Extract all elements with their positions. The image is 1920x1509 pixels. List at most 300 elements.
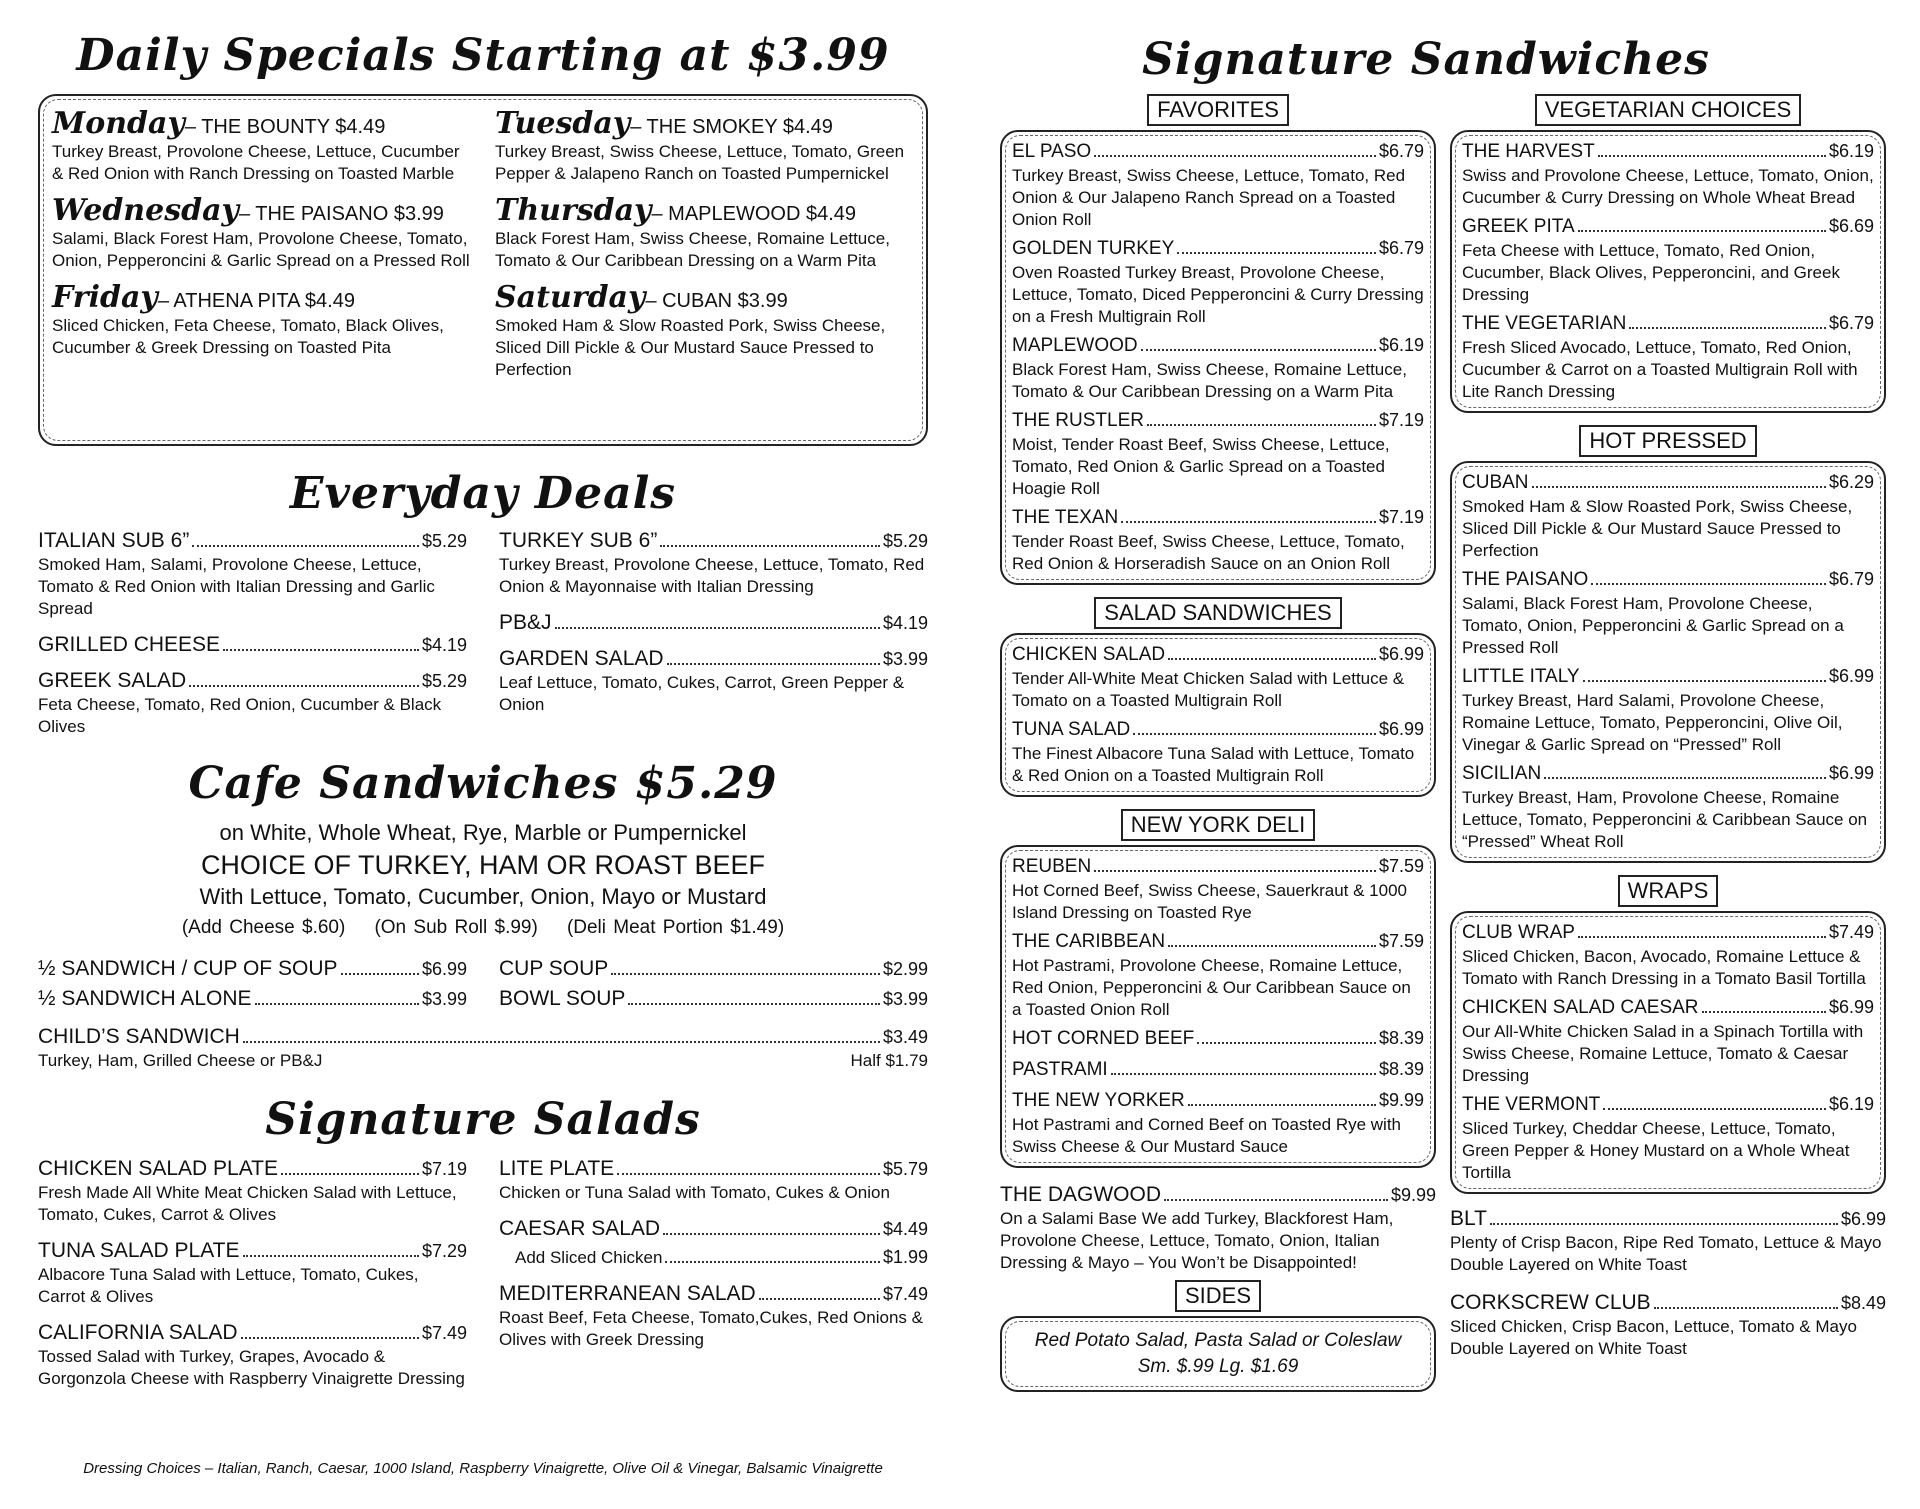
dressing-choices: Dressing Choices – Italian, Ranch, Caesar, 1000 Island, Raspberry Vinaigrette, Olive Oil & Vinegar, Balsamic Vinaigrette (83, 1460, 883, 1477)
cafe-info (38, 818, 928, 944)
child-sandwich (38, 1024, 928, 1072)
item-name: THE NEW YORKER (1012, 1090, 1185, 1111)
menu-item (38, 632, 467, 658)
item-name: Add Sliced Chicken (515, 1248, 663, 1267)
cafe-sandwiches-title: Cafe Sandwiches $5.29 (188, 758, 778, 809)
dot-leader (759, 1298, 880, 1300)
daily-specials-box (38, 94, 928, 446)
cafe-combos (38, 956, 928, 1016)
section-label-wrap (1450, 875, 1886, 907)
item-price: $6.99 (1378, 719, 1424, 739)
dot-leader (665, 1261, 880, 1263)
item-name: THE TEXAN (1012, 507, 1119, 528)
menu-item-small (1012, 504, 1424, 575)
item-price: $9.99 (1378, 1090, 1424, 1110)
item-row (1012, 1025, 1424, 1052)
item-row (1462, 1091, 1874, 1118)
item-row (1462, 213, 1874, 240)
cafe-bread-choices: on White, Whole Wheat, Rye, Marble or Pumpernickel (219, 820, 747, 845)
item-name: CUBAN (1462, 472, 1529, 493)
item-desc: Swiss and Provolone Cheese, Lettuce, Tomato, Onion, Cucumber & Curry Dressing on Whole Wheat Bread (1462, 166, 1874, 207)
item-row (38, 528, 467, 554)
item-name: TUNA SALAD PLATE (38, 1239, 240, 1262)
dot-leader (255, 1003, 419, 1005)
dot-leader (1197, 1042, 1376, 1044)
menu-item (499, 610, 928, 636)
daily-special (52, 280, 473, 381)
item-row (38, 1320, 467, 1346)
item-row (499, 646, 928, 672)
day-name: Thursday (495, 193, 652, 228)
dot-leader (243, 1255, 419, 1257)
signature-col-left (1000, 94, 1436, 1392)
menu-item-small (1462, 138, 1874, 209)
item-price: $4.19 (882, 613, 928, 633)
item-desc: Hot Pastrami, Provolone Cheese, Romaine Lettuce, Red Onion, Pepperoncini & Our Caribbean Sauce on a Toasted Onion Roll (1012, 956, 1411, 1019)
item-price: $6.99 (1828, 666, 1874, 686)
item-price: $6.99 (1828, 997, 1874, 1017)
dot-leader (1168, 945, 1376, 947)
cafe-toppings: With Lettuce, Tomato, Cucumber, Onion, Mayo or Mustard (199, 884, 767, 909)
menu-item (499, 528, 928, 598)
item-name: GREEK PITA (1462, 216, 1575, 237)
item-price: $6.99 (1378, 644, 1424, 664)
item-desc: Black Forest Ham, Swiss Cheese, Romaine Lettuce, Tomato & Our Caribbean Dressing on a Warm Pita (1012, 360, 1407, 401)
right-page (1000, 0, 1892, 1392)
signature-col-right (1450, 94, 1886, 1392)
item-row (1012, 716, 1424, 743)
item-row (1012, 1056, 1424, 1083)
signature-salads (38, 1156, 928, 1402)
item-row (1462, 760, 1874, 787)
item-desc: Albacore Tuna Salad with Lettuce, Tomato, Cukes, Carrot & Olives (38, 1265, 419, 1306)
item-price: $6.19 (1828, 1094, 1874, 1114)
item-name: TUNA SALAD (1012, 719, 1131, 740)
dot-leader (667, 663, 880, 665)
item-desc: Hot Corned Beef, Swiss Cheese, Sauerkraut & 1000 Island Dressing on Toasted Rye (1012, 881, 1407, 922)
dot-leader (1164, 1199, 1388, 1201)
daily-special-heading (52, 193, 473, 228)
menu-item-small (1012, 1025, 1424, 1052)
item-name: THE CARIBBEAN (1012, 931, 1166, 952)
item-row (1462, 919, 1874, 946)
item-price: $6.79 (1378, 238, 1424, 258)
item-price: $6.99 (1840, 1209, 1886, 1229)
menu-item (38, 1320, 467, 1390)
section-label-wrap (1000, 1280, 1436, 1312)
dot-leader (1121, 521, 1376, 523)
daily-special-heading (52, 106, 473, 141)
item-row (1450, 1206, 1886, 1232)
dot-leader (1702, 1011, 1826, 1013)
menu-item-small (1462, 1091, 1874, 1184)
item-name: GOLDEN TURKEY (1012, 238, 1175, 259)
item-name: ½ SANDWICH / CUP OF SOUP (38, 957, 338, 980)
section-label-wrap (1000, 597, 1436, 629)
item-name: THE VEGETARIAN (1462, 313, 1627, 334)
item-desc: Chicken or Tuna Salad with Tomato, Cukes & Onion (499, 1183, 890, 1202)
item-desc: Hot Pastrami and Corned Beef on Toasted Rye with Swiss Cheese & Our Mustard Sauce (1012, 1115, 1402, 1156)
dot-leader (341, 973, 419, 975)
addon-cheese: (Add Cheese $.60) (181, 917, 346, 938)
menu-item (38, 956, 467, 982)
item-name: THE PAISANO (1462, 569, 1589, 590)
item-price: $1.99 (882, 1247, 928, 1267)
item-name: LITTLE ITALY (1462, 666, 1580, 687)
item-price: $5.29 (882, 531, 928, 551)
special-name: – CUBAN $3.99 (645, 290, 788, 312)
day-name: Saturday (495, 280, 646, 315)
menu-item-small (1462, 469, 1874, 562)
day-name: Tuesday (495, 106, 631, 141)
section-sides (1000, 1280, 1436, 1392)
section-label: NEW YORK DELI (1121, 809, 1315, 841)
section-label: HOT PRESSED (1579, 425, 1756, 457)
menu-item-small (1462, 566, 1874, 659)
sides-options: Red Potato Salad, Pasta Salad or Coleslaw (1034, 1330, 1402, 1351)
section-label-wrap (1000, 94, 1436, 126)
everyday-deals (38, 528, 928, 750)
item-row (38, 1238, 467, 1264)
item-price: $9.99 (1390, 1185, 1436, 1205)
item-desc: Smoked Ham, Salami, Provolone Cheese, Lettuce, Tomato & Red Onion with Italian Dressing and Garlic Spread (38, 555, 435, 618)
item-price: $5.29 (421, 671, 467, 691)
dot-leader (1591, 583, 1826, 585)
special-desc: Sliced Chicken, Feta Cheese, Tomato, Black Olives, Cucumber & Greek Dressing on Toasted Pita (52, 316, 444, 357)
salads-left (38, 1156, 467, 1402)
item-row (1012, 138, 1424, 165)
signature-columns (1000, 94, 1892, 1392)
item-row (1012, 853, 1424, 880)
item-row (499, 1156, 928, 1182)
menu-item (1000, 1180, 1436, 1274)
item-price: $5.29 (421, 531, 467, 551)
menu-item-small (1462, 310, 1874, 403)
special-desc: Salami, Black Forest Ham, Provolone Cheese, Tomato, Onion, Pepperoncini & Garlic Spread on a Pressed Roll (52, 229, 470, 270)
dot-leader (189, 685, 419, 687)
item-row (1462, 566, 1874, 593)
item-price: $6.99 (421, 959, 467, 979)
item-price: $7.19 (1378, 410, 1424, 430)
menu-item-small (1012, 1087, 1424, 1158)
item-name: REUBEN (1012, 856, 1092, 877)
cafe-addons (38, 912, 928, 944)
item-name: CALIFORNIA SALAD (38, 1321, 238, 1344)
item-desc: Plenty of Crisp Bacon, Ripe Red Tomato, Lettuce & Mayo Double Layered on White Toast (1450, 1233, 1882, 1274)
item-name: ½ SANDWICH ALONE (38, 987, 252, 1010)
item-price: $8.39 (1378, 1028, 1424, 1048)
daily-special-heading (52, 280, 473, 315)
section-box (1000, 1316, 1436, 1392)
item-row (1462, 310, 1874, 337)
dot-leader (1111, 1073, 1376, 1075)
everyday-deals-title: Everyday Deals (289, 468, 677, 519)
daily-special (52, 106, 473, 185)
item-price: $7.19 (1378, 507, 1424, 527)
menu-item-small (1462, 919, 1874, 990)
menu-item (499, 646, 928, 716)
day-name: Wednesday (52, 193, 239, 228)
daily-special-heading (495, 106, 916, 141)
item-desc: On a Salami Base We add Turkey, Blackforest Ham, Provolone Cheese, Lettuce, Tomato, Onion, Italian Dressing & Mayo – You Won’t be Disappointed! (1000, 1209, 1394, 1272)
dot-leader (617, 1173, 880, 1175)
dot-leader (192, 545, 419, 547)
item-row (1012, 332, 1424, 359)
menu-item-small (1012, 332, 1424, 403)
item-price: $6.19 (1378, 335, 1424, 355)
item-row (1012, 1087, 1424, 1114)
section-box (1450, 461, 1886, 863)
menu-item-small (1012, 716, 1424, 787)
item-price: $6.79 (1828, 313, 1874, 333)
dot-leader (1654, 1307, 1838, 1309)
item-desc: Leaf Lettuce, Tomato, Cukes, Carrot, Green Pepper & Onion (499, 673, 905, 714)
dot-leader (1578, 230, 1826, 232)
item-price: $6.79 (1378, 141, 1424, 161)
special-desc: Turkey Breast, Provolone Cheese, Lettuce, Cucumber & Red Onion with Ranch Dressing on Toasted Marble (52, 142, 460, 183)
dot-leader (1188, 1104, 1376, 1106)
item-name: THE VERMONT (1462, 1094, 1601, 1115)
dot-leader (1147, 424, 1376, 426)
dot-leader (1629, 327, 1826, 329)
item-row (1462, 994, 1874, 1021)
item-price: $2.99 (882, 959, 928, 979)
item-row (1000, 1182, 1436, 1208)
item-price: $6.19 (1828, 141, 1874, 161)
menu-item (499, 1156, 928, 1204)
dot-leader (1598, 155, 1826, 157)
item-row (1462, 663, 1874, 690)
menu-item (499, 1281, 928, 1351)
menu-item-small (1012, 853, 1424, 924)
dot-leader (1603, 1108, 1826, 1110)
dot-leader (281, 1173, 419, 1175)
item-desc: Turkey Breast, Hard Salami, Provolone Cheese, Romaine Lettuce, Tomato, Pepperoncini, Olive Oil, Vinegar & Garlic Spread on “Pressed” Roll (1462, 691, 1843, 754)
item-row (499, 1216, 928, 1242)
special-name: – THE BOUNTY $4.49 (184, 116, 386, 138)
item-desc: Turkey Breast, Swiss Cheese, Lettuce, Tomato, Red Onion & Our Jalapeno Ranch Spread on a Toasted Onion Roll (1012, 166, 1406, 229)
item-row (499, 956, 928, 982)
menu-item (499, 1244, 928, 1271)
item-desc: Salami, Black Forest Ham, Provolone Cheese, Tomato, Onion, Pepperoncini & Garlic Spread on a Pressed Roll (1462, 594, 1844, 657)
dot-leader (1094, 155, 1376, 157)
item-name: GREEK SALAD (38, 669, 187, 692)
item-desc: Tossed Salad with Turkey, Grapes, Avocado & Gorgonzola Cheese with Raspberry Vinaigrette Dressing (38, 1347, 465, 1388)
section-label-wrap (1450, 425, 1886, 457)
section-favorites (1000, 94, 1436, 585)
dot-leader (1133, 733, 1376, 735)
menu-item-small (1012, 407, 1424, 500)
item-row (499, 1281, 928, 1307)
item-desc: Moist, Tender Roast Beef, Swiss Cheese, Lettuce, Tomato, Red Onion & Garlic Spread on a Toasted Hoagie Roll (1012, 435, 1390, 498)
item-name: LITE PLATE (499, 1157, 615, 1180)
item-name: HOT CORNED BEEF (1012, 1028, 1195, 1049)
menu-item (499, 986, 928, 1012)
item-price: $7.49 (1828, 922, 1874, 942)
item-price: $4.19 (421, 635, 467, 655)
dot-leader (241, 1337, 419, 1339)
section-hot_pressed (1450, 425, 1886, 863)
item-name: ITALIAN SUB 6” (38, 529, 190, 552)
daily-special (495, 193, 916, 272)
item-price: $6.69 (1828, 216, 1874, 236)
item-price: $6.99 (1828, 763, 1874, 783)
addon-deli-meat: (Deli Meat Portion $1.49) (566, 917, 785, 938)
section-vegetarian (1450, 94, 1886, 413)
salads-right (499, 1156, 928, 1402)
menu-item-small (1012, 641, 1424, 712)
item-row (38, 668, 467, 694)
section-box (1000, 633, 1436, 797)
item-row (499, 986, 928, 1012)
daily-specials-title: Daily Specials Starting at $3.99 (76, 30, 890, 81)
special-name: – THE PAISANO $3.99 (238, 203, 444, 225)
dot-leader (1177, 252, 1376, 254)
item-desc: Roast Beef, Feta Cheese, Tomato,Cukes, Red Onions & Olives with Greek Dressing (499, 1308, 923, 1349)
menu-item-small (1462, 760, 1874, 853)
special-desc: Turkey Breast, Swiss Cheese, Lettuce, Tomato, Green Pepper & Jalapeno Ranch on Toasted Pumpernickel (495, 142, 905, 183)
cafe-combos-left (38, 956, 467, 1016)
item-price: $8.39 (1378, 1059, 1424, 1079)
item-desc: Tender Roast Beef, Swiss Cheese, Lettuce, Tomato, Red Onion & Horseradish Sauce on an Onion Roll (1012, 532, 1405, 573)
item-desc: Tender All-White Meat Chicken Salad with Lettuce & Tomato on a Toasted Multigrain Roll (1012, 669, 1405, 710)
left-page (38, 0, 928, 1477)
item-name: BLT (1450, 1207, 1487, 1230)
item-name: THE HARVEST (1462, 141, 1595, 162)
item-desc: Feta Cheese with Lettuce, Tomato, Red Onion, Cucumber, Black Olives, Pepperoncini, and Greek Dressing (1462, 241, 1840, 304)
section-ny_deli (1000, 809, 1436, 1168)
item-name: EL PASO (1012, 141, 1092, 162)
item-price: $3.99 (882, 989, 928, 1009)
signature-salads-title: Signature Salads (265, 1094, 701, 1145)
menu-item-small (1012, 1056, 1424, 1083)
item-price: $3.99 (882, 649, 928, 669)
day-name: Monday (52, 106, 185, 141)
dot-leader (628, 1003, 880, 1005)
section-label-wrap (1450, 94, 1886, 126)
item-row (38, 632, 467, 658)
item-desc: Feta Cheese, Tomato, Red Onion, Cucumber & Black Olives (38, 695, 442, 736)
menu-item-small (1012, 138, 1424, 231)
item-row (1012, 641, 1424, 668)
menu-item (38, 986, 467, 1012)
special-desc: Black Forest Ham, Swiss Cheese, Romaine Lettuce, Tomato & Our Caribbean Dressing on a Warm Pita (495, 229, 890, 270)
item-price: $3.49 (882, 1027, 928, 1047)
section-box (1000, 130, 1436, 585)
section-label: WRAPS (1618, 875, 1719, 907)
item-price: $7.59 (1378, 931, 1424, 951)
item-name: THE DAGWOOD (1000, 1183, 1161, 1206)
item-desc: Our All-White Chicken Salad in a Spinach Tortilla with Swiss Cheese, Romaine Lettuce, Tomato & Caesar Dressing (1462, 1022, 1864, 1085)
item-desc: The Finest Albacore Tuna Salad with Lettuce, Tomato & Red Onion on a Toasted Multigrain Roll (1012, 744, 1415, 785)
menu-item (38, 1238, 467, 1308)
item-desc: Smoked Ham & Slow Roasted Pork, Swiss Cheese, Sliced Dill Pickle & Our Mustard Sauce Pressed to Perfection (1462, 497, 1853, 560)
item-row (38, 1156, 467, 1182)
item-row (499, 528, 928, 554)
item-price: $5.79 (882, 1159, 928, 1179)
section-wraps (1450, 875, 1886, 1194)
dot-leader (223, 649, 419, 651)
item-name: MEDITERRANEAN SALAD (499, 1282, 756, 1305)
menu-item-small (1012, 928, 1424, 1021)
daily-special (495, 106, 916, 185)
item-name: CLUB WRAP (1462, 922, 1575, 943)
menu-item-small (1462, 663, 1874, 756)
item-price: $7.29 (421, 1241, 467, 1261)
dot-leader (555, 627, 880, 629)
item-row (1450, 1290, 1886, 1316)
everyday-left (38, 528, 467, 750)
item-price: $4.49 (882, 1219, 928, 1239)
item-row (1012, 504, 1424, 531)
item-name: PB&J (499, 611, 552, 634)
item-name: THE RUSTLER (1012, 410, 1144, 431)
dot-leader (611, 973, 880, 975)
item-name: CUP SOUP (499, 957, 609, 980)
item-price: $6.79 (1828, 569, 1874, 589)
menu-item (38, 668, 467, 738)
menu-item (499, 1216, 928, 1242)
section-box (1450, 130, 1886, 413)
daily-specials-grid (52, 106, 916, 381)
dot-leader (663, 1233, 880, 1235)
child-half-price: Half $1.79 (850, 1051, 928, 1070)
item-row (1462, 469, 1874, 496)
cafe-meat-choices: CHOICE OF TURKEY, HAM OR ROAST BEEF (200, 850, 766, 880)
menu-item-small (1012, 235, 1424, 328)
menu-item (38, 1156, 467, 1226)
sides-prices: Sm. $.99 Lg. $1.69 (1137, 1356, 1299, 1377)
item-desc: Sliced Chicken, Bacon, Avocado, Romaine Lettuce & Tomato with Ranch Dressing in a Tomato Basil Tortilla (1462, 947, 1866, 988)
item-price: $7.49 (421, 1323, 467, 1343)
item-price: $7.49 (882, 1284, 928, 1304)
section-salad_sandwiches (1000, 597, 1436, 797)
item-price: $6.29 (1828, 472, 1874, 492)
item-desc: Sliced Chicken, Crisp Bacon, Lettuce, Tomato & Mayo Double Layered on White Toast (1450, 1317, 1857, 1358)
cafe-combos-right (499, 956, 928, 1016)
section-label: VEGETARIAN CHOICES (1535, 94, 1802, 126)
item-desc: Fresh Made All White Meat Chicken Salad with Lettuce, Tomato, Cukes, Carrot & Olives (38, 1183, 457, 1224)
dot-leader (1532, 486, 1826, 488)
item-desc: Oven Roasted Turkey Breast, Provolone Cheese, Lettuce, Tomato, Diced Pepperoncini & Curry Dressing on a Fresh Multigrain Roll (1012, 263, 1424, 326)
section-box (1450, 911, 1886, 1194)
menu-item-small (1462, 213, 1874, 306)
item-name: GARDEN SALAD (499, 647, 664, 670)
section-label: SALAD SANDWICHES (1094, 597, 1341, 629)
everyday-right (499, 528, 928, 750)
dot-leader (1544, 777, 1826, 779)
menu-item (499, 956, 928, 982)
dot-leader (1094, 870, 1376, 872)
item-name: PASTRAMI (1012, 1059, 1108, 1080)
item-row (499, 610, 928, 636)
item-desc: Turkey Breast, Provolone Cheese, Lettuce, Tomato, Red Onion & Mayonnaise with Italian Dressing (499, 555, 925, 596)
item-name: MAPLEWOOD (1012, 335, 1138, 356)
item-desc: Sliced Turkey, Cheddar Cheese, Lettuce, Tomato, Green Pepper & Honey Mustard on a Whole Wheat Tortilla (1462, 1119, 1850, 1182)
item-row (1012, 928, 1424, 955)
dot-leader (1141, 349, 1376, 351)
item-desc: Fresh Sliced Avocado, Lettuce, Tomato, Red Onion, Cucumber & Carrot on a Toasted Multigrain Roll with Lite Ranch Dressing (1462, 338, 1858, 401)
menu-item-small (1462, 994, 1874, 1087)
item-name: CORKSCREW CLUB (1450, 1291, 1651, 1314)
menu-item (38, 528, 467, 620)
dot-leader (1490, 1223, 1838, 1225)
daily-special-heading (495, 280, 916, 315)
item-name: SICILIAN (1462, 763, 1542, 784)
dot-leader (660, 545, 880, 547)
daily-special (52, 193, 473, 272)
section-label-wrap (1000, 809, 1436, 841)
